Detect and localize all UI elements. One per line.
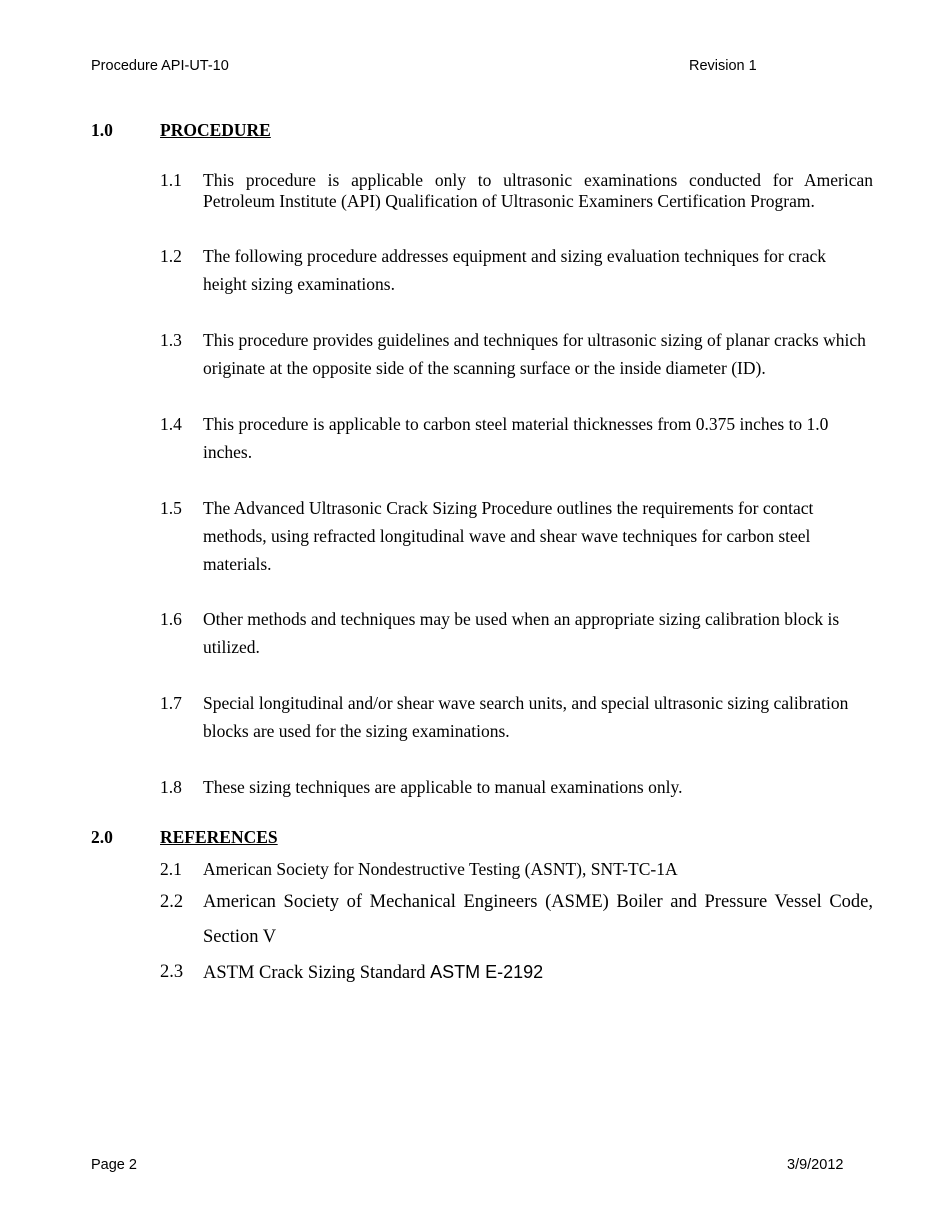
list-item	[160, 605, 873, 661]
item-text: These sizing techniques are applicable to manual examinations only.	[203, 777, 683, 797]
item-number: 2.1	[160, 859, 182, 879]
item-text: This procedure provides guidelines and techniques for ultrasonic sizing of planar cracks which originate at the opposite side of the scanning surface or the inside diameter (ID).	[203, 330, 866, 378]
item-number: 1.4	[160, 414, 182, 434]
section-title: PROCEDURE	[160, 120, 271, 140]
list-item	[160, 773, 873, 801]
item-number: 2.2	[160, 892, 184, 912]
section-number: 1.0	[91, 120, 113, 140]
list-item	[160, 410, 873, 466]
item-number: 1.5	[160, 498, 182, 518]
item-text: The Advanced Ultrasonic Crack Sizing Procedure outlines the requirements for contact methods, using refracted longitudinal wave and shear wave techniques for carbon steel materials.	[203, 498, 814, 574]
footer-date: 3/9/2012	[787, 1157, 844, 1173]
list-item	[160, 494, 873, 578]
item-number: 1.7	[160, 693, 182, 713]
item-number: 1.8	[160, 777, 182, 797]
item-number: 1.3	[160, 330, 182, 350]
list-item	[160, 689, 873, 745]
item-text: The following procedure addresses equipment and sizing evaluation techniques for crack height sizing examinations.	[203, 246, 826, 294]
item-number: 1.1	[160, 170, 182, 190]
item-text: Special longitudinal and/or shear wave search units, and special ultrasonic sizing calibration blocks are used for the sizing examinations.	[203, 693, 849, 741]
item-text: Other methods and techniques may be used when an appropriate sizing calibration block is utilized.	[203, 609, 840, 657]
section-title: REFERENCES	[160, 827, 278, 847]
list-item	[160, 242, 873, 298]
reference-item	[160, 852, 873, 887]
reference-item	[160, 885, 873, 955]
list-item	[160, 170, 873, 212]
standard-code: ASTM E-2192	[430, 962, 544, 982]
item-number: 1.2	[160, 246, 182, 266]
item-text: American Society of Mechanical Engineers (ASME) Boiler and Pressure Vessel Code, Section V	[203, 892, 873, 947]
item-text: This procedure is applicable to carbon steel material thicknesses from 0.375 inches to 1.0 inches.	[203, 414, 829, 462]
reference-item	[160, 955, 873, 991]
item-text: American Society for Nondestructive Testing (ASNT), SNT-TC-1A	[203, 859, 678, 879]
reference-text: ASTM Crack Sizing Standard	[203, 963, 426, 983]
list-item	[160, 326, 873, 382]
item-text	[203, 955, 873, 991]
item-number: 1.6	[160, 609, 182, 629]
item-text: This procedure is applicable only to ultrasonic examinations conducted for American Petroleum Institute (API) Qualification of Ultrasonic Examiners Certification Program.	[203, 170, 873, 211]
footer-page-number: Page 2	[91, 1157, 137, 1173]
header-procedure-id: Procedure API-UT-10	[91, 58, 229, 74]
header-revision: Revision 1	[689, 58, 757, 74]
item-number: 2.3	[160, 962, 184, 982]
section-number: 2.0	[91, 827, 113, 847]
